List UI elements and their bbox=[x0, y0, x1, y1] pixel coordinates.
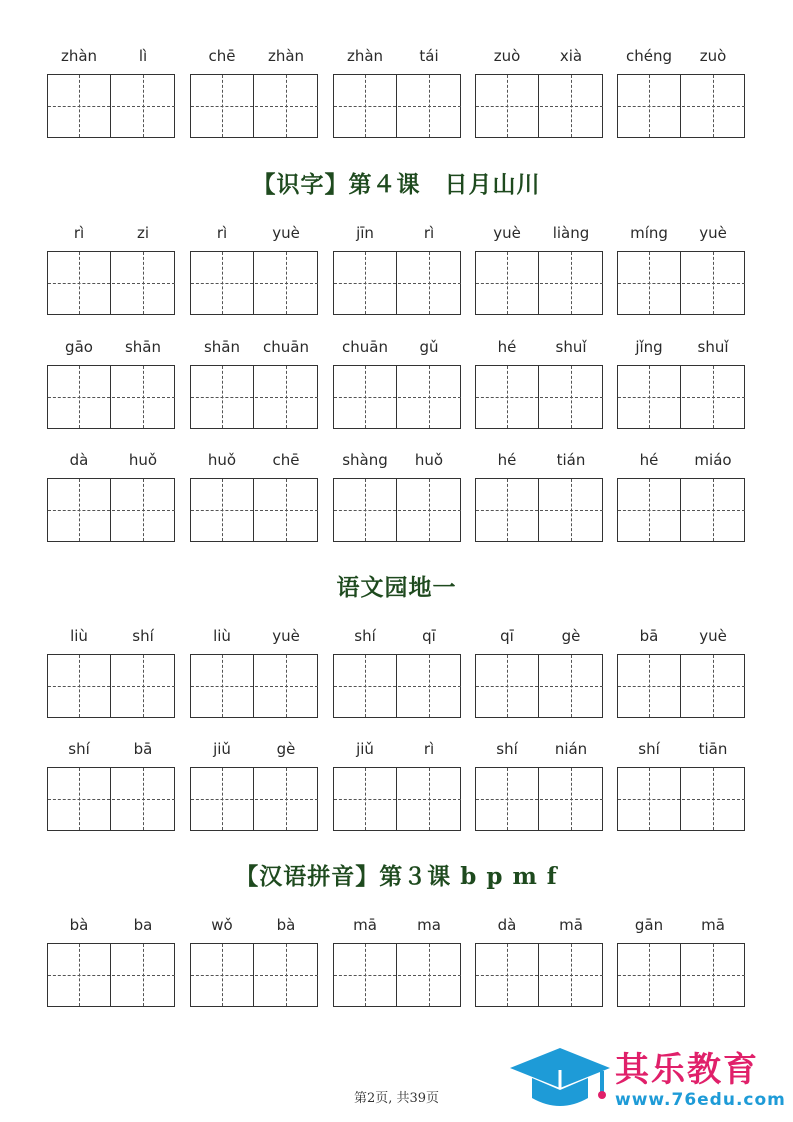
guide-line-vertical bbox=[571, 75, 572, 137]
guide-line-vertical bbox=[649, 252, 650, 314]
writing-cell[interactable] bbox=[334, 75, 397, 137]
pinyin-label: qī bbox=[500, 627, 514, 645]
guide-line-vertical bbox=[143, 944, 144, 1006]
pinyin-label: mā bbox=[353, 916, 377, 934]
pinyin-label: huǒ bbox=[128, 451, 158, 469]
pinyin-label: huǒ bbox=[414, 451, 444, 469]
guide-line-vertical bbox=[429, 768, 430, 830]
pinyin-label: bà bbox=[276, 916, 296, 934]
guide-line-vertical bbox=[286, 944, 287, 1006]
guide-line-vertical bbox=[365, 252, 366, 314]
pinyin-line bbox=[47, 738, 747, 760]
brand-name: 其乐教育 bbox=[615, 1050, 759, 1090]
writing-cell[interactable] bbox=[255, 479, 318, 541]
guide-line-vertical bbox=[429, 479, 430, 541]
pinyin-label: zhàn bbox=[60, 47, 98, 65]
guide-line-vertical bbox=[507, 944, 508, 1006]
writing-cell[interactable] bbox=[255, 655, 318, 717]
practice-row bbox=[47, 222, 747, 244]
pinyin-label: jiǔ bbox=[213, 740, 231, 758]
writing-cell[interactable] bbox=[255, 944, 318, 1006]
pinyin-label: rì bbox=[216, 224, 228, 242]
word-grid bbox=[475, 251, 603, 315]
word-grid bbox=[475, 654, 603, 718]
practice-row bbox=[47, 625, 747, 647]
guide-line-vertical bbox=[286, 75, 287, 137]
guide-line-vertical bbox=[286, 252, 287, 314]
guide-line-vertical bbox=[429, 655, 430, 717]
pinyin-label: shàng bbox=[342, 451, 388, 469]
guide-line-vertical bbox=[222, 252, 223, 314]
writing-cell[interactable] bbox=[334, 944, 397, 1006]
guide-line-vertical bbox=[143, 768, 144, 830]
writing-cell[interactable] bbox=[540, 252, 603, 314]
word-grid bbox=[333, 654, 461, 718]
word-grid bbox=[617, 943, 745, 1007]
writing-cell[interactable] bbox=[476, 75, 539, 137]
word-grid bbox=[190, 251, 318, 315]
practice-row bbox=[47, 738, 747, 760]
guide-line-vertical bbox=[222, 768, 223, 830]
writing-cell[interactable] bbox=[618, 479, 681, 541]
guide-line-vertical bbox=[365, 655, 366, 717]
practice-row bbox=[47, 914, 747, 936]
guide-line-vertical bbox=[79, 944, 80, 1006]
word-grid bbox=[190, 943, 318, 1007]
writing-cell[interactable] bbox=[191, 768, 254, 830]
guide-line-vertical bbox=[507, 655, 508, 717]
writing-cell[interactable] bbox=[255, 252, 318, 314]
guide-line-vertical bbox=[649, 768, 650, 830]
pinyin-line bbox=[47, 45, 747, 67]
word-grid bbox=[333, 943, 461, 1007]
page-number: 第2页, 共39页 bbox=[353, 1091, 440, 1106]
brand-logo bbox=[510, 1040, 790, 1115]
writing-cell[interactable] bbox=[682, 75, 745, 137]
writing-cell[interactable] bbox=[48, 252, 111, 314]
pinyin-label: rì bbox=[73, 224, 85, 242]
pinyin-label: shí bbox=[354, 627, 376, 645]
pinyin-label: hé bbox=[497, 451, 517, 469]
pinyin-label: tián bbox=[556, 451, 586, 469]
graduation-cap-icon bbox=[510, 1040, 610, 1115]
brand-url: www.76edu.com bbox=[615, 1090, 786, 1110]
pinyin-label: chē bbox=[272, 451, 300, 469]
pinyin-label: chéng bbox=[625, 47, 672, 65]
pinyin-label: rì bbox=[423, 224, 435, 242]
guide-line-vertical bbox=[222, 75, 223, 137]
writing-cell[interactable] bbox=[255, 768, 318, 830]
lesson-title: 【汉语拼音】第３课 b p m f bbox=[235, 863, 558, 890]
pinyin-label: tái bbox=[419, 47, 439, 65]
guide-line-vertical bbox=[571, 252, 572, 314]
writing-cell[interactable] bbox=[112, 366, 175, 428]
writing-cell[interactable] bbox=[398, 75, 461, 137]
pinyin-label: ma bbox=[417, 916, 441, 934]
writing-cell[interactable] bbox=[682, 479, 745, 541]
word-grid bbox=[617, 365, 745, 429]
writing-cell[interactable] bbox=[618, 768, 681, 830]
guide-line-vertical bbox=[507, 366, 508, 428]
writing-cell[interactable] bbox=[682, 944, 745, 1006]
writing-cell[interactable] bbox=[112, 768, 175, 830]
writing-cell[interactable] bbox=[476, 479, 539, 541]
writing-cell[interactable] bbox=[682, 768, 745, 830]
pinyin-label: shí bbox=[496, 740, 518, 758]
guide-line-vertical bbox=[571, 768, 572, 830]
word-grid bbox=[475, 365, 603, 429]
guide-line-vertical bbox=[365, 479, 366, 541]
writing-cell[interactable] bbox=[398, 768, 461, 830]
pinyin-label: bā bbox=[639, 627, 659, 645]
pinyin-line bbox=[47, 449, 747, 471]
writing-cell[interactable] bbox=[540, 944, 603, 1006]
guide-line-vertical bbox=[79, 75, 80, 137]
guide-line-vertical bbox=[429, 366, 430, 428]
guide-line-vertical bbox=[286, 366, 287, 428]
pinyin-label: yuè bbox=[272, 627, 300, 645]
guide-line-vertical bbox=[713, 768, 714, 830]
writing-cell[interactable] bbox=[48, 75, 111, 137]
pinyin-label: bà bbox=[69, 916, 89, 934]
writing-cell[interactable] bbox=[398, 655, 461, 717]
guide-line-vertical bbox=[429, 75, 430, 137]
writing-cell[interactable] bbox=[48, 944, 111, 1006]
writing-cell[interactable] bbox=[398, 252, 461, 314]
pinyin-label: shí bbox=[68, 740, 90, 758]
guide-line-vertical bbox=[286, 655, 287, 717]
pinyin-label: rì bbox=[423, 740, 435, 758]
word-grid bbox=[475, 767, 603, 831]
guide-line-vertical bbox=[143, 252, 144, 314]
writing-cell[interactable] bbox=[540, 366, 603, 428]
pinyin-label: gè bbox=[561, 627, 581, 645]
guide-line-vertical bbox=[713, 655, 714, 717]
guide-line-vertical bbox=[713, 944, 714, 1006]
guide-line-vertical bbox=[143, 366, 144, 428]
pinyin-label: bā bbox=[133, 740, 153, 758]
writing-cell[interactable] bbox=[48, 479, 111, 541]
guide-line-vertical bbox=[365, 768, 366, 830]
guide-line-vertical bbox=[79, 366, 80, 428]
pinyin-label: jīn bbox=[356, 224, 374, 242]
pinyin-label: wǒ bbox=[211, 916, 233, 934]
pinyin-label: mā bbox=[701, 916, 725, 934]
pinyin-label: jiǔ bbox=[356, 740, 374, 758]
pinyin-label: tiān bbox=[698, 740, 728, 758]
writing-cell[interactable] bbox=[191, 252, 254, 314]
writing-cell[interactable] bbox=[334, 768, 397, 830]
guide-line-vertical bbox=[365, 75, 366, 137]
writing-cell[interactable] bbox=[398, 479, 461, 541]
word-grid bbox=[333, 74, 461, 138]
word-grid bbox=[617, 767, 745, 831]
section-title: 语文园地一 bbox=[336, 574, 457, 601]
writing-cell[interactable] bbox=[398, 366, 461, 428]
guide-line-vertical bbox=[649, 75, 650, 137]
pinyin-label: huǒ bbox=[207, 451, 237, 469]
word-grid bbox=[47, 767, 175, 831]
guide-line-vertical bbox=[79, 655, 80, 717]
guide-line-vertical bbox=[507, 479, 508, 541]
practice-row bbox=[47, 45, 747, 67]
writing-cell[interactable] bbox=[682, 366, 745, 428]
writing-cell[interactable] bbox=[476, 655, 539, 717]
guide-line-vertical bbox=[713, 75, 714, 137]
writing-cell[interactable] bbox=[112, 655, 175, 717]
pinyin-label: shuǐ bbox=[555, 338, 587, 356]
guide-line-vertical bbox=[649, 366, 650, 428]
writing-cell[interactable] bbox=[476, 366, 539, 428]
guide-line-vertical bbox=[222, 479, 223, 541]
lesson-title: 【识字】第４课 日月山川 bbox=[252, 171, 541, 198]
guide-line-vertical bbox=[649, 479, 650, 541]
writing-cell[interactable] bbox=[191, 944, 254, 1006]
pinyin-label: yuè bbox=[699, 224, 727, 242]
word-grid bbox=[333, 767, 461, 831]
pinyin-line bbox=[47, 222, 747, 244]
pinyin-label: shí bbox=[132, 627, 154, 645]
word-grid bbox=[333, 251, 461, 315]
pinyin-label: shuǐ bbox=[697, 338, 729, 356]
pinyin-label: liù bbox=[70, 627, 88, 645]
guide-line-vertical bbox=[649, 655, 650, 717]
pinyin-label: chuān bbox=[263, 338, 309, 356]
writing-cell[interactable] bbox=[540, 655, 603, 717]
guide-line-vertical bbox=[79, 768, 80, 830]
writing-cell[interactable] bbox=[112, 252, 175, 314]
pinyin-label: zhàn bbox=[267, 47, 305, 65]
writing-cell[interactable] bbox=[682, 655, 745, 717]
guide-line-vertical bbox=[429, 944, 430, 1006]
word-grid bbox=[190, 478, 318, 542]
guide-line-vertical bbox=[222, 655, 223, 717]
writing-cell[interactable] bbox=[540, 479, 603, 541]
guide-line-vertical bbox=[713, 479, 714, 541]
writing-cell[interactable] bbox=[255, 366, 318, 428]
pinyin-label: jǐng bbox=[635, 338, 663, 356]
pinyin-label: shān bbox=[124, 338, 162, 356]
guide-line-vertical bbox=[143, 75, 144, 137]
pinyin-label: ba bbox=[133, 916, 153, 934]
pinyin-label: qī bbox=[422, 627, 436, 645]
word-grid bbox=[190, 767, 318, 831]
writing-cell[interactable] bbox=[618, 944, 681, 1006]
word-grid bbox=[190, 74, 318, 138]
guide-line-vertical bbox=[365, 944, 366, 1006]
pinyin-label: gè bbox=[276, 740, 296, 758]
guide-line-vertical bbox=[143, 479, 144, 541]
word-grid bbox=[475, 478, 603, 542]
writing-cell[interactable] bbox=[618, 366, 681, 428]
guide-line-vertical bbox=[571, 655, 572, 717]
word-grid bbox=[333, 365, 461, 429]
pinyin-label: lì bbox=[138, 47, 148, 65]
writing-cell[interactable] bbox=[191, 655, 254, 717]
writing-cell[interactable] bbox=[112, 944, 175, 1006]
pinyin-label: zuò bbox=[493, 47, 521, 65]
guide-line-vertical bbox=[713, 366, 714, 428]
guide-line-vertical bbox=[507, 252, 508, 314]
writing-cell[interactable] bbox=[112, 75, 175, 137]
writing-cell[interactable] bbox=[255, 75, 318, 137]
guide-line-vertical bbox=[571, 479, 572, 541]
writing-cell[interactable] bbox=[618, 252, 681, 314]
pinyin-label: liù bbox=[213, 627, 231, 645]
pinyin-label: miáo bbox=[694, 451, 732, 469]
guide-line-vertical bbox=[507, 768, 508, 830]
writing-cell[interactable] bbox=[191, 75, 254, 137]
pinyin-label: gān bbox=[634, 916, 664, 934]
writing-cell[interactable] bbox=[191, 479, 254, 541]
word-grid bbox=[190, 654, 318, 718]
writing-cell[interactable] bbox=[48, 655, 111, 717]
pinyin-label: dà bbox=[69, 451, 89, 469]
guide-line-vertical bbox=[222, 366, 223, 428]
guide-line-vertical bbox=[649, 944, 650, 1006]
pinyin-label: hé bbox=[497, 338, 517, 356]
writing-cell[interactable] bbox=[476, 252, 539, 314]
word-grid bbox=[47, 251, 175, 315]
word-grid bbox=[475, 74, 603, 138]
word-grid bbox=[617, 478, 745, 542]
guide-line-vertical bbox=[286, 768, 287, 830]
pinyin-label: nián bbox=[554, 740, 588, 758]
writing-cell[interactable] bbox=[334, 655, 397, 717]
word-grid bbox=[47, 943, 175, 1007]
pinyin-label: yuè bbox=[272, 224, 300, 242]
guide-line-vertical bbox=[365, 366, 366, 428]
practice-row bbox=[47, 336, 747, 358]
pinyin-label: shí bbox=[638, 740, 660, 758]
writing-cell[interactable] bbox=[682, 252, 745, 314]
pinyin-label: míng bbox=[630, 224, 668, 242]
word-grid bbox=[190, 365, 318, 429]
word-grid bbox=[47, 478, 175, 542]
pinyin-label: shān bbox=[203, 338, 241, 356]
writing-cell[interactable] bbox=[540, 768, 603, 830]
writing-cell[interactable] bbox=[334, 479, 397, 541]
guide-line-vertical bbox=[79, 479, 80, 541]
guide-line-vertical bbox=[143, 655, 144, 717]
pinyin-line bbox=[47, 914, 747, 936]
word-grid bbox=[475, 943, 603, 1007]
pinyin-label: zhàn bbox=[346, 47, 384, 65]
writing-cell[interactable] bbox=[334, 252, 397, 314]
pinyin-line bbox=[47, 336, 747, 358]
pinyin-label: gāo bbox=[65, 338, 93, 356]
writing-cell[interactable] bbox=[476, 944, 539, 1006]
pinyin-label: zi bbox=[136, 224, 150, 242]
writing-cell[interactable] bbox=[476, 768, 539, 830]
pinyin-label: chē bbox=[208, 47, 236, 65]
pinyin-label: xià bbox=[559, 47, 583, 65]
writing-cell[interactable] bbox=[48, 366, 111, 428]
guide-line-vertical bbox=[571, 366, 572, 428]
guide-line-vertical bbox=[222, 944, 223, 1006]
writing-cell[interactable] bbox=[398, 944, 461, 1006]
writing-cell[interactable] bbox=[540, 75, 603, 137]
pinyin-label: liàng bbox=[552, 224, 590, 242]
word-grid bbox=[47, 365, 175, 429]
pinyin-label: gǔ bbox=[419, 338, 439, 356]
pinyin-label: mā bbox=[559, 916, 583, 934]
pinyin-line bbox=[47, 625, 747, 647]
guide-line-vertical bbox=[713, 252, 714, 314]
word-grid bbox=[617, 654, 745, 718]
pinyin-label: chuān bbox=[342, 338, 388, 356]
writing-cell[interactable] bbox=[618, 75, 681, 137]
word-grid bbox=[47, 654, 175, 718]
guide-line-vertical bbox=[286, 479, 287, 541]
guide-line-vertical bbox=[507, 75, 508, 137]
pinyin-label: dà bbox=[497, 916, 517, 934]
pinyin-label: yuè bbox=[699, 627, 727, 645]
word-grid bbox=[47, 74, 175, 138]
writing-cell[interactable] bbox=[48, 768, 111, 830]
guide-line-vertical bbox=[79, 252, 80, 314]
word-grid bbox=[333, 478, 461, 542]
writing-cell[interactable] bbox=[334, 366, 397, 428]
word-grid bbox=[617, 251, 745, 315]
guide-line-vertical bbox=[429, 252, 430, 314]
pinyin-label: zuò bbox=[699, 47, 727, 65]
word-grid bbox=[617, 74, 745, 138]
guide-line-vertical bbox=[571, 944, 572, 1006]
pinyin-label: hé bbox=[639, 451, 659, 469]
pinyin-label: yuè bbox=[493, 224, 521, 242]
writing-cell[interactable] bbox=[191, 366, 254, 428]
writing-cell[interactable] bbox=[112, 479, 175, 541]
writing-cell[interactable] bbox=[618, 655, 681, 717]
practice-row bbox=[47, 449, 747, 471]
